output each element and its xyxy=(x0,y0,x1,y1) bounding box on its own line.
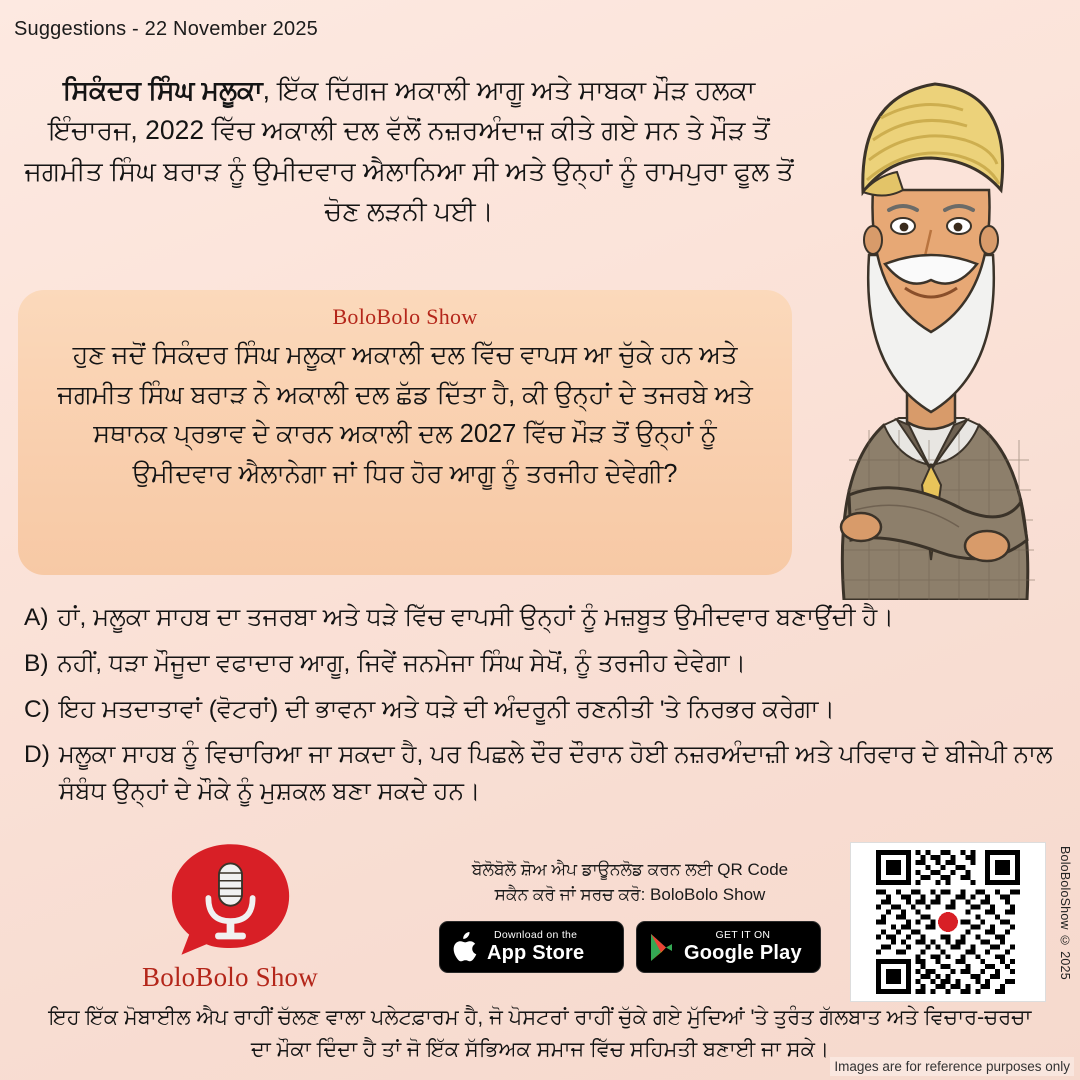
question-text: ਹੁਣ ਜਦੋਂ ਸਿਕੰਦਰ ਸਿੰਘ ਮਲੂਕਾ ਅਕਾਲੀ ਦਲ ਵਿੱਚ ਵਾਪਸ ਆ ਚੁੱਕੇ ਹਨ ਅਤੇ ਜਗਮੀਤ ਸਿੰਘ ਬਰਾੜ ਨੇ ਅਕਾਲੀ ਦਲ ਛੱਡ ਦਿੱਤਾ ਹੈ, ਕੀ ਉਨ੍ਹਾਂ ਦੇ ਤਜਰਬੇ ਅਤੇ ਸਥਾਨਕ ਪ੍ਰਭਾਵ ਦੇ ਕਾਰਨ ਅਕਾਲੀ ਦਲ 2027 ਵਿੱਚ ਮੌੜ ਤੋਂ ਉਨ੍ਹਾਂ ਨੂੰ ਉਮੀਦਵਾਰ ਐਲਾਨੇਗਾ ਜਾਂ ਧਿਰ ਹੋਰ ਆਗੂ ਨੂੰ ਤਰਜੀਹ ਦੇਵੇਗੀ? xyxy=(57,341,753,488)
leader-portrait-illustration xyxy=(789,40,1074,600)
option-c[interactable] xyxy=(18,692,1062,729)
option-a[interactable] xyxy=(18,600,1062,637)
options-list xyxy=(18,600,1062,820)
reference-note: Images are for reference purposes only xyxy=(830,1057,1074,1076)
option-a-letter: A) xyxy=(24,604,49,631)
header-date: Suggestions - 22 November 2025 xyxy=(14,18,318,40)
intro-lead-name: ਸਿਕੰਦਰ ਸਿੰਘ ਮਲੂਕਾ xyxy=(62,75,263,105)
qr-note-line-1: ਬੋਲੋਬੋਲੋ ਸ਼ੋਅ ਐਪ ਡਾਊਨਲੋਡ ਕਰਨ ਲਈ QR Code xyxy=(471,860,789,879)
option-c-letter: C) xyxy=(24,695,50,723)
option-d[interactable] xyxy=(18,737,1062,811)
option-b-text: ਨਹੀਂ, ਧੜਾ ਮੌਜੂਦਾ ਵਫਾਦਾਰ ਆਗੂ, ਜਿਵੇਂ ਜਨਮੇਜਾ ਸਿੰਘ ਸੇਖੋਂ, ਨੂੰ ਤਰਜੀਹ ਦੇਵੇਗਾ। xyxy=(57,649,747,677)
app-store-main: App Store xyxy=(487,941,585,964)
qr-side-copyright: BoloBoloShow © 2025 xyxy=(1058,846,1072,980)
question-box-brand: BoloBolo Show xyxy=(332,304,478,329)
option-c-text: ਇਹ ਮਤਦਾਤਾਵਾਂ (ਵੋਟਰਾਂ) ਦੀ ਭਾਵਨਾ ਅਤੇ ਧੜੇ ਦੀ ਅੰਦਰੂਨੀ ਰਣਨੀਤੀ 'ਤੇ ਨਿਰਭਰ ਕਰੇਗਾ। xyxy=(58,695,835,723)
apple-icon xyxy=(452,932,478,962)
platform-description: ਇਹ ਇੱਕ ਮੋਬਾਈਲ ਐਪ ਰਾਹੀਂ ਚੱਲਣ ਵਾਲਾ ਪਲੇਟਫ਼ਾਰਮ ਹੈ, ਜੋ ਪੋਸਟਰਾਂ ਰਾਹੀਂ ਚੁੱਕੇ ਗਏ ਮੁੱਦਿਆਂ 'ਤੇ ਤੁਰੰਤ ਗੱਲਬਾਤ ਅਤੇ ਵਿਚਾਰ-ਚਰਚਾ ਦਾ ਮੌਕਾ ਦਿੰਦਾ ਹੈ ਤਾਂ ਜੋ ਇੱਕ ਸੱਭਿਅਕ ਸਮਾਜ ਵਿੱਚ ਸਹਿਮਤੀ ਬਣਾਈ ਜਾ ਸਕੇ। xyxy=(48,1006,1032,1061)
question-box xyxy=(18,290,792,575)
google-play-badge[interactable] xyxy=(636,921,821,973)
app-download-block xyxy=(420,858,840,973)
app-store-badge[interactable] xyxy=(439,921,624,973)
google-play-icon xyxy=(649,933,675,962)
qr-code[interactable] xyxy=(850,842,1046,1002)
option-d-text: ਮਲੂਕਾ ਸਾਹਬ ਨੂੰ ਵਿਚਾਰਿਆ ਜਾ ਸਕਦਾ ਹੈ, ਪਰ ਪਿਛਲੇ ਦੌਰ ਦੌਰਾਨ ਹੋਈ ਨਜ਼ਰਅੰਦਾਜ਼ੀ ਅਤੇ ਪਰਿਵਾਰ ਦੇ ਬੀਜੇਪੀ ਨਾਲ ਸੰਬੰਧ ਉਨ੍ਹਾਂ ਦੇ ਮੌਕੇ ਨੂੰ ਮੁਸ਼ਕਲ ਬਣਾ ਸਕਦੇ ਹਨ। xyxy=(58,741,1053,805)
intro-paragraph xyxy=(24,70,794,231)
google-play-sub: GET IT ON xyxy=(715,929,771,942)
store-badges xyxy=(420,921,840,973)
option-a-text: ਹਾਂ, ਮਲੂਕਾ ਸਾਹਬ ਦਾ ਤਜਰਬਾ ਅਤੇ ਧੜੇ ਵਿੱਚ ਵਾਪਸੀ ਉਨ੍ਹਾਂ ਨੂੰ ਮਜ਼ਬੂਤ ਉਮੀਦਵਾਰ ਬਣਾਉਂਦੀ ਹੈ। xyxy=(57,604,894,631)
intro-body: , ਇੱਕ ਦਿੱਗਜ ਅਕਾਲੀ ਆਗੂ ਅਤੇ ਸਾਬਕਾ ਮੌੜ ਹਲਕਾ ਇੰਚਾਰਜ, 2022 ਵਿੱਚ ਅਕਾਲੀ ਦਲ ਵੱਲੋਂ ਨਜ਼ਰਅੰਦਾਜ਼ ਕੀਤੇ ਗਏ ਸਨ ਤੇ ਮੌੜ ਤੋਂ ਜਗਮੀਤ ਸਿੰਘ ਬਰਾੜ ਨੂੰ ਉਮੀਦਵਾਰ ਐਲਾਨਿਆ ਸੀ ਅਤੇ ਉਨ੍ਹਾਂ ਨੂੰ ਰਾਮਪੁਰਾ ਫੂਲ ਤੋਂ ਚੋਣ ਲੜਨੀ ਪਈ। xyxy=(24,75,794,226)
brand-logo-block xyxy=(120,840,340,993)
option-d-letter: D) xyxy=(24,741,50,769)
app-store-sub: Download on the xyxy=(494,929,578,942)
qr-note-line-2: ਸਕੈਨ ਕਰੋ ਜਾਂ ਸਰਚ ਕਰੋ: BoloBolo Show xyxy=(494,884,766,904)
brand-logo-text: BoloBolo Show xyxy=(142,962,318,992)
google-play-main: Google Play xyxy=(684,941,802,964)
option-b[interactable] xyxy=(18,646,1062,683)
option-b-letter: B) xyxy=(24,649,49,677)
microphone-speech-bubble-icon xyxy=(168,840,293,958)
